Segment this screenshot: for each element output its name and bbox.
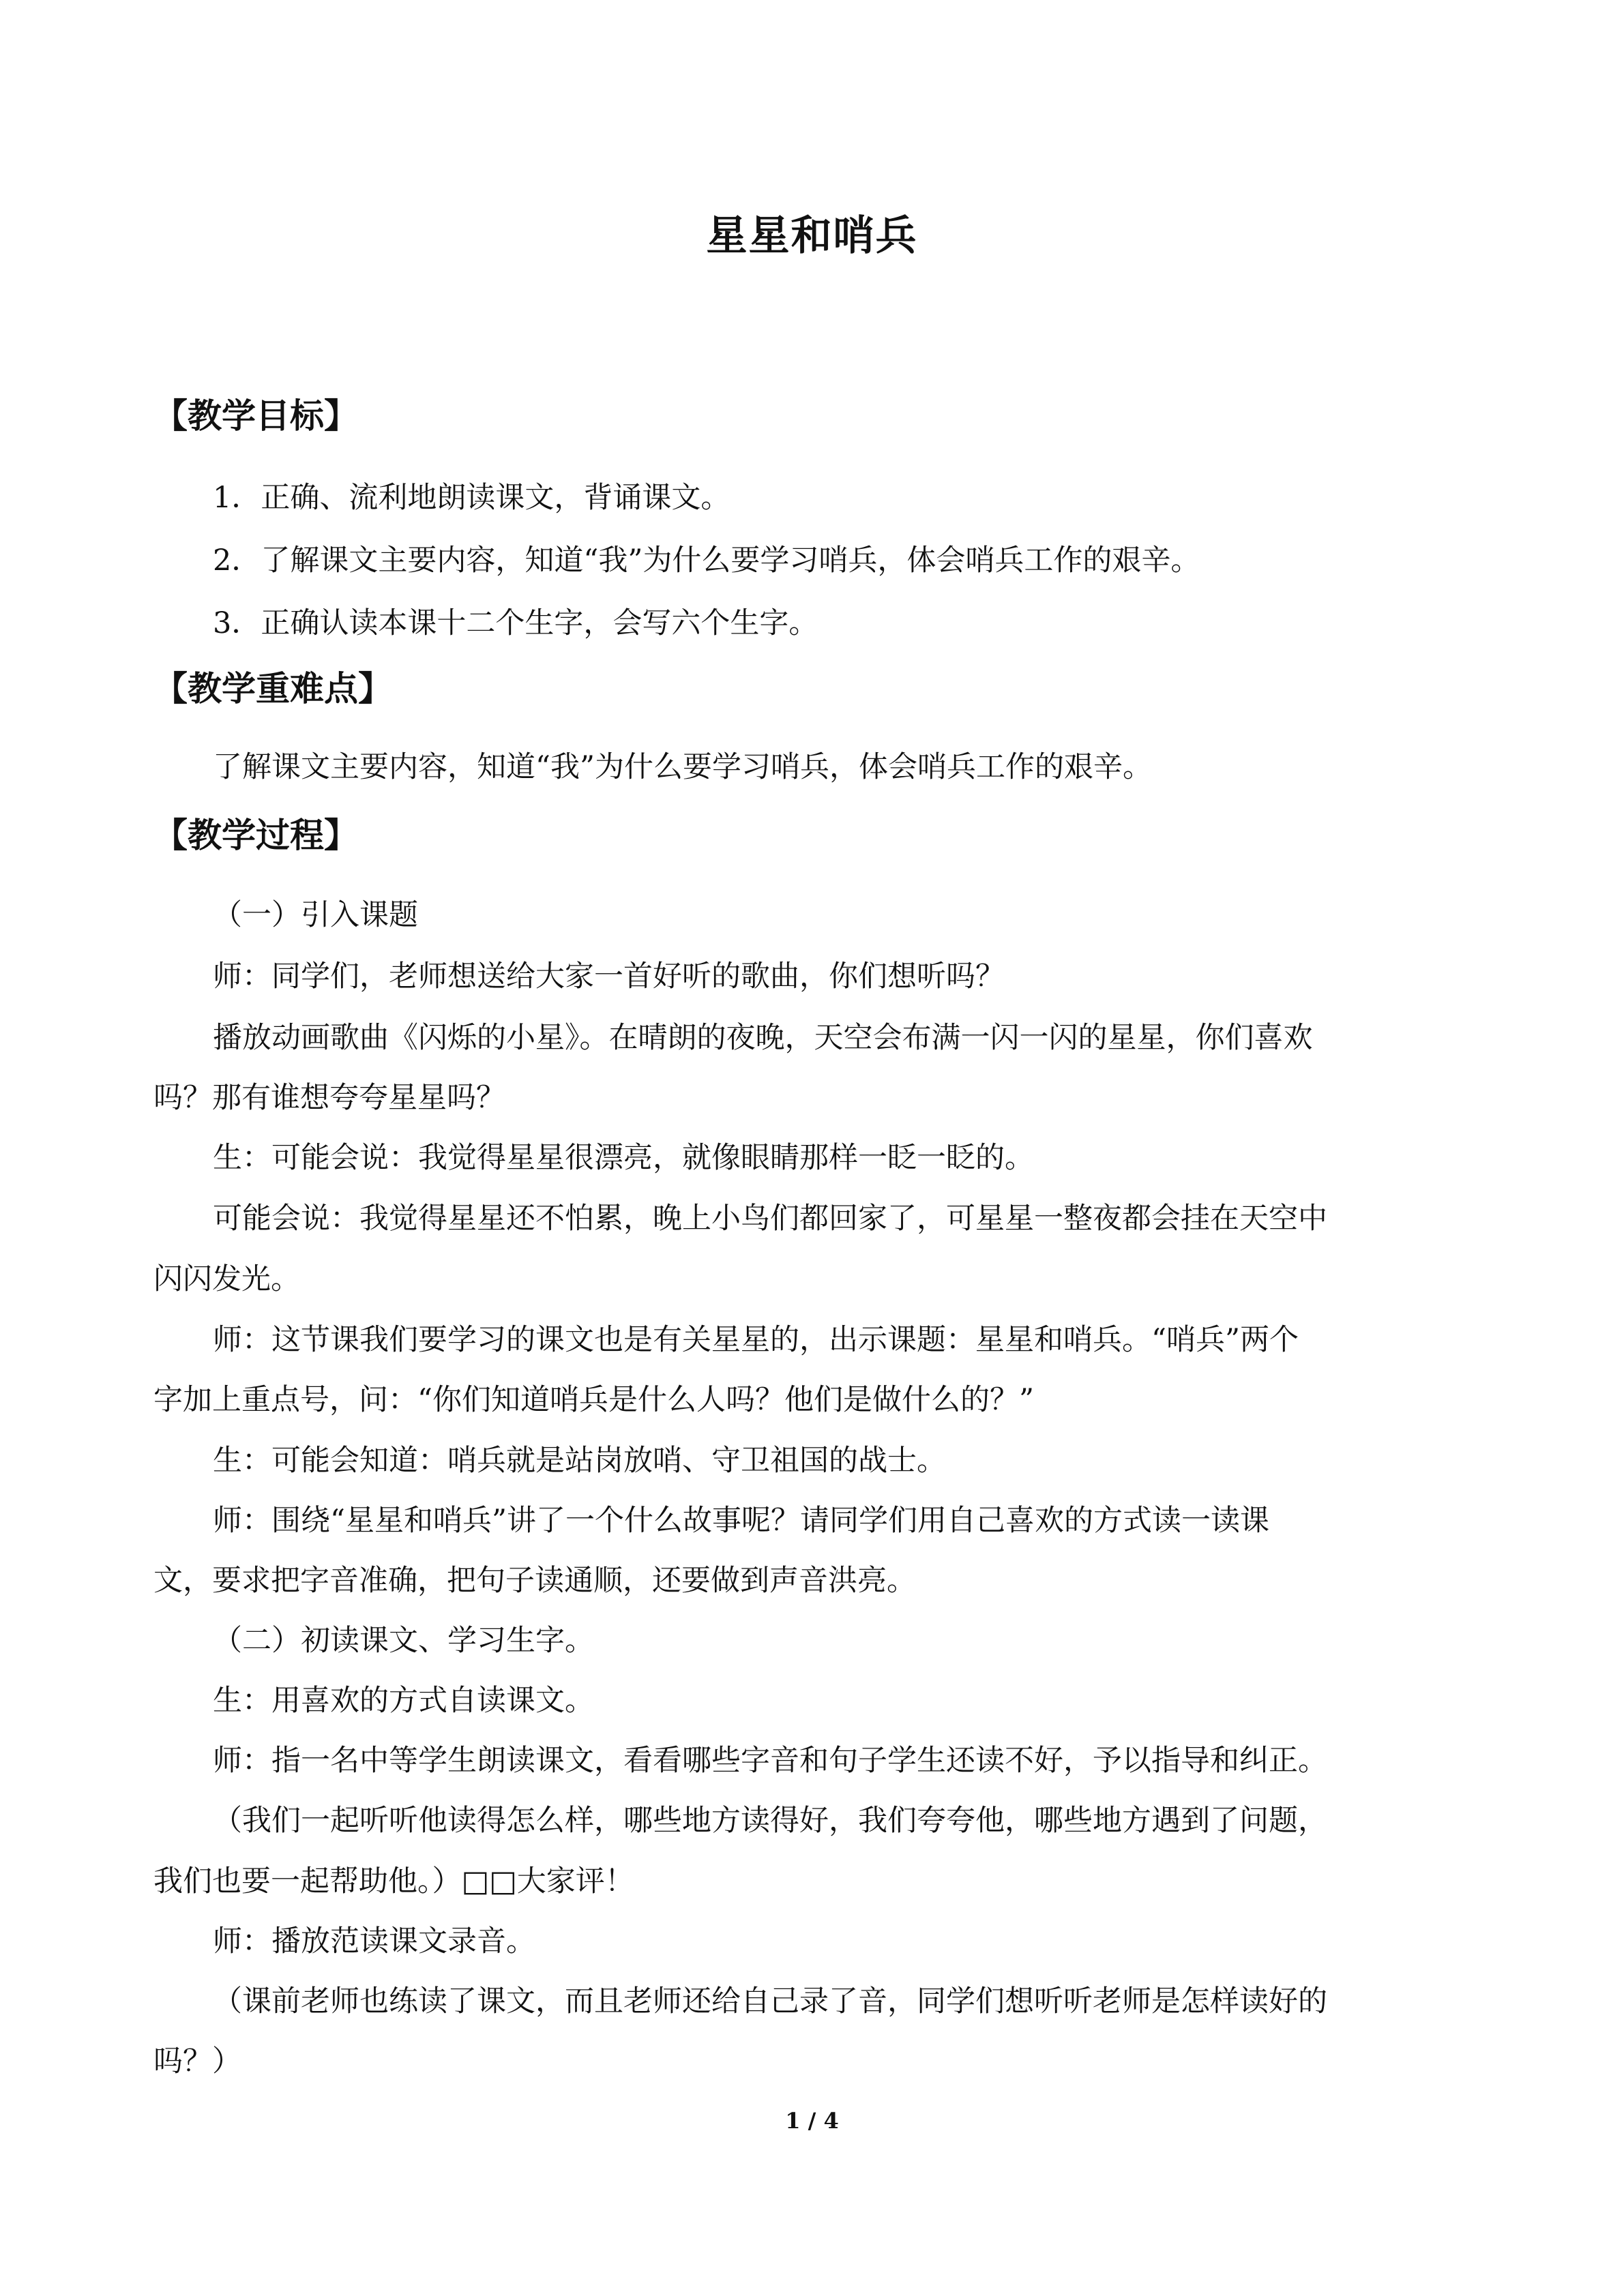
- goal-item-1: 1．正确、流利地朗读课文，背诵课文。: [213, 481, 730, 515]
- goal-item-2: 2．了解课文主要内容，知道“我”为什么要学习哨兵，体会哨兵工作的艰辛。: [213, 543, 1200, 578]
- process-line: 字加上重点号，问：“你们知道哨兵是什么人吗？他们是做什么的？”: [153, 1383, 1034, 1417]
- process-line: 师：围绕“星星和哨兵”讲了一个什么故事呢？请同学们用自己喜欢的方式读一读课: [213, 1504, 1269, 1538]
- process-line: 生：可能会说：我觉得星星很漂亮，就像眼睛那样一眨一眨的。: [213, 1141, 1034, 1175]
- page-title: 星星和哨兵: [706, 212, 918, 260]
- process-line: 吗？）: [153, 2044, 241, 2078]
- process-line: 生：可能会知道：哨兵就是站岗放哨、守卫祖国的战士。: [213, 1444, 946, 1478]
- section-heading-goals: 【教学目标】: [153, 396, 358, 436]
- goal-item-3: 3．正确认读本课十二个生字，会写六个生字。: [213, 606, 818, 640]
- process-line: （课前老师也练读了课文，而且老师还给自己录了音，同学们想听听老师是怎样读好的: [213, 1984, 1327, 2018]
- process-line: （二）初读课文、学习生字。: [213, 1624, 594, 1658]
- process-line: 闪闪发光。: [153, 1262, 300, 1296]
- process-line: 可能会说：我觉得星星还不怕累，晚上小鸟们都回家了，可星星一整夜都会挂在天空中: [213, 1202, 1327, 1236]
- page-number: 1 / 4: [785, 2108, 839, 2134]
- process-line: 师：这节课我们要学习的课文也是有关星星的，出示课题：星星和哨兵。“哨兵”两个: [213, 1323, 1299, 1357]
- section-heading-key-points: 【教学重难点】: [153, 669, 392, 709]
- process-line: 师：播放范读课文录音。: [213, 1924, 535, 1958]
- process-line: 播放动画歌曲《闪烁的小星》。在晴朗的夜晚，天空会布满一闪一闪的星星，你们喜欢: [213, 1021, 1313, 1055]
- process-line: 我们也要一起帮助他。）□□大家评！: [153, 1864, 634, 1898]
- process-line: 师：指一名中等学生朗读课文，看看哪些字音和句子学生还读不好，予以指导和纠正。: [213, 1744, 1327, 1778]
- process-line: （我们一起听听他读得怎么样，哪些地方读得好，我们夸夸他，哪些地方遇到了问题，: [213, 1804, 1327, 1838]
- section-heading-process: 【教学过程】: [153, 816, 358, 855]
- process-line: （一）引入课题: [213, 898, 418, 932]
- process-line: 吗？那有谁想夸夸星星吗？: [153, 1081, 505, 1115]
- process-line: 师：同学们，老师想送给大家一首好听的歌曲，你们想听吗？: [213, 959, 1005, 994]
- process-line: 生：用喜欢的方式自读课文。: [213, 1684, 594, 1718]
- key-points-text: 了解课文主要内容，知道“我”为什么要学习哨兵，体会哨兵工作的艰辛。: [213, 750, 1152, 784]
- process-line: 文，要求把字音准确，把句子读通顺，还要做到声音洪亮。: [153, 1564, 916, 1598]
